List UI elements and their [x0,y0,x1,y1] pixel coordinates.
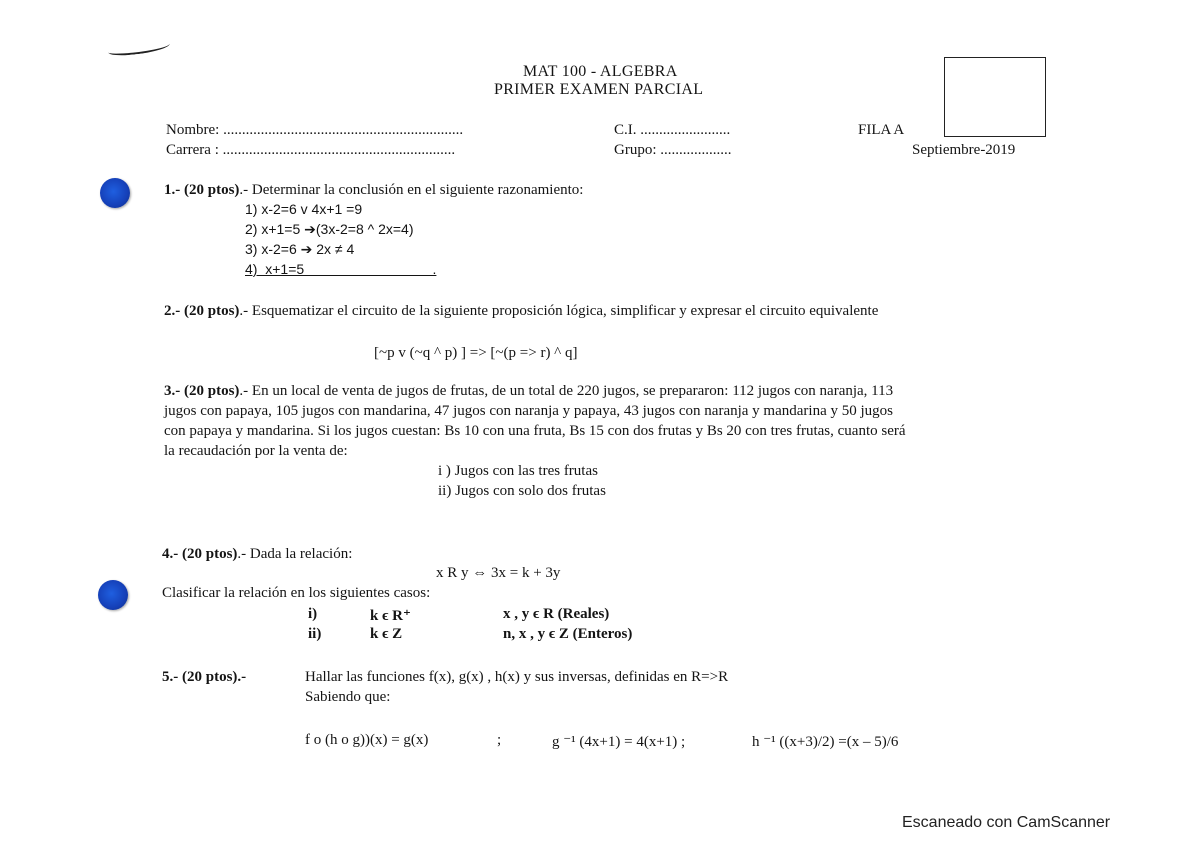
q4-case-2-domain: n, x , y ϵ Z (Enteros) [503,626,633,642]
q4-text: .- Dada la relación: [237,546,353,562]
ci-field: C.I. ........................ [614,122,731,138]
q4-case-1-k: k ϵ R⁺ [370,608,411,624]
q4-case-1-domain: x , y ϵ R (Reales) [503,606,610,622]
question-1 [164,182,583,199]
course-title: MAT 100 - ALGEBRA [523,63,678,80]
q2-text: .- Esquematizar el circuito de la siguiente proposición lógica, simplificar y expresar el circuito equivalente [239,303,879,319]
exam-date: Septiembre-2019 [912,142,1016,158]
q1-number: 1.- (20 ptos) [164,182,240,198]
q1-premise-4: 4) x+1=5 . [245,261,437,277]
q3-line-2: jugos con papaya, 105 jugos con mandarina, 47 jugos con naranja y papaya, 43 jugos con naranja y mandarina y 50 jugos [164,403,893,419]
q4-case-2-k: k ϵ Z [370,626,403,642]
q4-relation: x R y ⇔ 3x = k + 3y [436,565,561,581]
punch-hole-top [100,178,130,208]
q3-option-i: i ) Jugos con las tres frutas [438,463,598,479]
q4-case-1-label: i) [308,606,318,622]
q2-number: 2.- (20 ptos) [164,303,240,319]
q2-formula: [~p v (~q ^ p) ] => [~(p => r) ^ q] [374,345,578,361]
question-2 [164,303,878,320]
q1-premise-1: 1) x-2=6 v 4x+1 =9 [245,201,363,217]
punch-hole-bottom [98,580,128,610]
q5-text: Hallar las funciones f(x), g(x) , h(x) y sus inversas, definidas en R=>R [305,669,729,685]
q3-option-ii: ii) Jugos con solo dos frutas [438,483,606,499]
exam-title: PRIMER EXAMEN PARCIAL [494,81,704,98]
pen-mark [108,39,171,57]
fila-label: FILA A [858,122,905,138]
q5-sabiendo: Sabiendo que: [305,689,391,705]
q5-separator: ; [497,732,502,748]
q5-equation-2: g ⁻¹ (4x+1) = 4(x+1) ; [552,734,686,750]
question-3 [164,383,893,400]
q5-equation-3: h ⁻¹ ((x+3)/2) =(x – 5)/6 [752,734,899,750]
q3-line-3: con papaya y mandarina. Si los jugos cuestan: Bs 10 con una fruta, Bs 15 con dos frutas y Bs 20 con tres frutas, cuanto será [164,423,906,439]
q3-line-1: .- En un local de venta de jugos de frutas, de un total de 220 jugos, se prepararon: 112 jugos con naranja, 113 [239,383,894,399]
carrera-field: Carrera : .............................................................. [166,142,456,158]
grupo-field: Grupo: ................... [614,142,732,158]
q1-text: .- Determinar la conclusión en el siguiente razonamiento: [239,182,584,198]
q3-line-4: la recaudación por la venta de: [164,443,348,459]
q3-number: 3.- (20 ptos) [164,383,240,399]
q5-number: 5.- (20 ptos).- [162,669,247,685]
q1-premise-2: 2) x+1=5 ➔(3x-2=8 ^ 2x=4) [245,221,414,237]
q4-classify: Clasificar la relación en los siguientes casos: [162,585,431,601]
scanner-watermark: Escaneado con CamScanner [902,814,1111,831]
question-4 [162,546,352,563]
q4-case-2-label: ii) [308,626,322,642]
grade-box [944,57,1046,137]
q1-premise-3: 3) x-2=6 ➔ 2x ≠ 4 [245,241,355,257]
q4-number: 4.- (20 ptos) [162,546,238,562]
q5-equation-1: f o (h o g))(x) = g(x) [305,732,429,748]
nombre-field: Nombre: ................................................................ [166,122,464,138]
